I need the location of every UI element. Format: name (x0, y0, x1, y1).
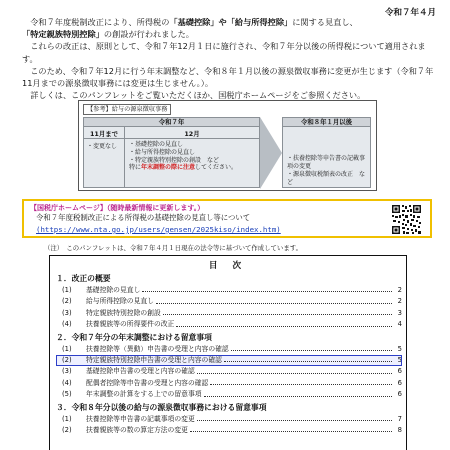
toc-entry[interactable]: (4) 配偶者控除等申告書の受理と内容の確認 6 (62, 378, 402, 387)
toc-entry[interactable]: (2) 給与所得控除の見直し 2 (62, 297, 402, 306)
qr-code-icon[interactable] (391, 204, 422, 235)
timeline-year-2025-header: 令和７年 (83, 117, 260, 127)
timeline-arrow-icon (260, 117, 282, 189)
timeline-2026-header: 令和８年１月以後 (282, 117, 371, 127)
december-item: ・給与所得控除の見直し (129, 148, 196, 156)
month-december-label: 12月 (184, 130, 200, 138)
reference-tag: 【参考】給与の源泉徴収事務 (83, 104, 171, 115)
toc-entry[interactable]: (1) 扶養控除等（異動）申告書の受理と内容の確認 5 (62, 344, 402, 353)
december-items (129, 141, 237, 172)
toc-entry[interactable]: (1) 扶養控除等申告書の記載事項の変更 7 (62, 414, 402, 423)
december-item: ・特定親族特別控除の創設 など (129, 156, 220, 164)
toc-body (56, 272, 402, 436)
dot-leader (176, 319, 392, 326)
2026-item: ・扶養控除等申告書の記載事項の変更 (287, 155, 366, 170)
legal-note: （注） このパンフレットは、令和７年４月１日現在の法令等に基づいて作成しています。 (44, 244, 302, 252)
december-item: ・基礎控除の見直し (129, 141, 184, 148)
dot-leader (163, 308, 392, 315)
intro-paragraph-2: これらの改正は、原則として、令和７年12月１日に施行され、令和７年分以後の所得税について適用されます。 (22, 41, 426, 64)
november-item: ・変更なし (87, 143, 118, 150)
dot-leader (224, 355, 392, 362)
month-november-label: 11月まで (89, 130, 119, 138)
dot-leader (197, 414, 392, 421)
toc-entry-selected[interactable]: (2) 特定親族特別控除申告書の受理と内容の確認 5 (56, 355, 402, 366)
intro-paragraph-3: このため、令和７年12月に行う年末調整など、令和８年１月以後の源泉徴収事務に変更が生じます（令和７年11月までの源泉徴収事務には変更は生じません。）。 (22, 65, 434, 89)
toc-section-heading[interactable]: ３．令和８年分以後の給与の源泉徴収事務における留意事項 (56, 402, 267, 412)
homepage-url-link[interactable]: (https://www.nta.go.jp/users/gensen/2025kiso/index.htm) (36, 225, 281, 234)
2026-items (287, 155, 370, 187)
toc-entry[interactable]: (3) 特定親族特別控除の創設 3 (62, 308, 402, 317)
month-divider (84, 138, 260, 139)
dot-leader (156, 296, 392, 303)
homepage-title: 【国税庁ホームページ】（随時最新情報に更新します。） (30, 204, 205, 212)
table-of-contents (49, 255, 407, 450)
toc-section-heading[interactable]: ２．令和７年分の年末調整における留意事項 (56, 332, 212, 342)
issue-date: 令和７年４月 (384, 8, 436, 18)
december-note: 特に年末調整の際に注意してください。 (129, 164, 238, 172)
column-divider (124, 127, 125, 187)
nta-homepage-box (22, 199, 432, 238)
toc-entry[interactable]: (5) 年末調整の計算をする上での留意事項 6 (62, 390, 402, 399)
dot-leader (197, 366, 392, 373)
toc-entry[interactable]: (4) 扶養親族等の所得要件の改正 4 (62, 320, 402, 329)
dot-leader (190, 425, 392, 432)
intro-paragraph-1: 令和７年度税制改正により、所得税の「基礎控除」や「給与所得控除」に関する見直し、「特定親族特別控除」の創設が行われました。 (22, 17, 358, 40)
homepage-description: 令和７年度税制改正による所得税の基礎控除の見直し等について (36, 213, 251, 222)
intro-text (22, 16, 434, 101)
dot-leader (142, 285, 392, 292)
toc-entry[interactable]: (2) 扶養親族等の数の算定方法の変更 8 (62, 425, 402, 434)
dot-leader (210, 378, 392, 385)
toc-section-heading[interactable]: １．改正の概要 (56, 274, 111, 283)
intro-paragraph-4: 詳しくは、このパンフレットをご覧いただくほか、国税庁ホームページをご参照ください。 (30, 90, 366, 101)
2026-item: ・源泉徴収税額表の改正 など (287, 171, 366, 186)
toc-entry[interactable]: (1) 基礎控除の見直し 2 (62, 286, 402, 294)
timeline-2026-body (282, 127, 371, 188)
reference-timeline-box (78, 100, 377, 191)
dot-leader (204, 389, 392, 396)
timeline-year-2025-body (83, 127, 260, 188)
toc-entry[interactable]: (3) 基礎控除申告書の受理と内容の確認 6 (62, 367, 402, 376)
toc-title: 目 次 (208, 261, 248, 271)
dot-leader (231, 344, 392, 351)
